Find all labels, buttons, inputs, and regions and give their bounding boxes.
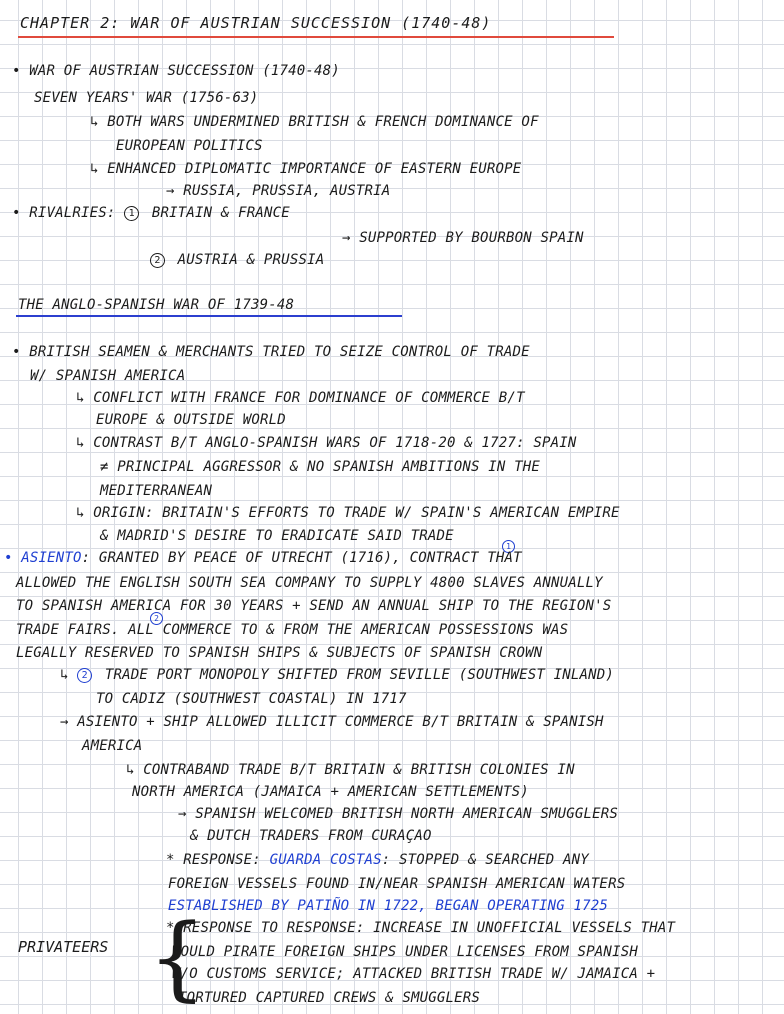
note-line: MEDITERRANEAN — [100, 483, 213, 499]
note-line: AMERICA — [82, 738, 143, 754]
superscript-number-icon: 1 — [502, 540, 515, 553]
note-line: FOREIGN VESSELS FOUND IN/NEAR SPANISH AMERICAN WATERS — [168, 876, 626, 892]
note-line: & DUTCH TRADERS FROM CURAÇAO — [190, 828, 432, 844]
note-line: ↳ CONTRAST B/T ANGLO-SPANISH WARS OF 1718-20 & 1727: SPAIN — [76, 435, 577, 451]
note-line: TORTURED CAPTURED CREWS & SMUGGLERS — [178, 990, 481, 1006]
note-line: TO CADIZ (SOUTHWEST COASTAL) IN 1717 — [96, 691, 407, 707]
note-line: TO SPANISH AMERICA FOR 30 YEARS + SEND AN ANNUAL SHIP TO THE REGION'S — [16, 598, 612, 614]
note-line: NORTH AMERICA (JAMAICA + AMERICAN SETTLEMENTS) — [132, 784, 529, 800]
superscript-number-icon: 2 — [150, 612, 163, 625]
note-line: EUROPEAN POLITICS — [116, 138, 263, 154]
note-line — [166, 852, 589, 868]
note-line: → RUSSIA, PRUSSIA, AUSTRIA — [166, 183, 391, 199]
bracket-brace: { — [148, 904, 207, 1011]
note-line: ↳ CONFLICT WITH FRANCE FOR DOMINANCE OF COMMERCE B/T — [76, 390, 525, 406]
trade-port-text: TRADE PORT MONOPOLY SHIFTED FROM SEVILLE (SOUTHWEST INLAND) — [104, 667, 615, 683]
note-line — [12, 205, 290, 221]
note-line: • WAR OF AUSTRIAN SUCCESSION (1740-48) — [12, 63, 340, 79]
guarda-costas-definition: : STOPPED & SEARCHED ANY — [381, 852, 589, 868]
note-line: * RESPONSE TO RESPONSE: INCREASE IN UNOFFICIAL VESSELS THAT — [166, 920, 676, 936]
circle-number-icon: 1 — [124, 206, 139, 221]
asiento-definition: : GRANTED BY PEACE OF UTRECHT (1716), CONTRACT THAT — [81, 550, 522, 566]
note-line: → SPANISH WELCOMED BRITISH NORTH AMERICAN SMUGGLERS — [178, 806, 619, 822]
note-line: → ASIENTO + SHIP ALLOWED ILLICIT COMMERCE B/T BRITAIN & SPANISH — [60, 714, 604, 730]
arrow-icon: ↳ — [60, 667, 69, 683]
title-underline — [18, 36, 614, 38]
note-line: ↳ ORIGIN: BRITAIN'S EFFORTS TO TRADE W/ SPAIN'S AMERICAN EMPIRE — [76, 505, 620, 521]
note-line: ↳ ENHANCED DIPLOMATIC IMPORTANCE OF EASTERN EUROPE — [90, 161, 522, 177]
note-line: • BRITISH SEAMEN & MERCHANTS TRIED TO SEIZE CONTROL OF TRADE — [12, 344, 530, 360]
note-line: & MADRID'S DESIRE TO ERADICATE SAID TRADE — [100, 528, 454, 544]
note-line: EUROPE & OUTSIDE WORLD — [96, 412, 286, 428]
circle-number-icon: 2 — [77, 668, 92, 683]
note-line: ALLOWED THE ENGLISH SOUTH SEA COMPANY TO SUPPLY 4800 SLAVES ANNUALLY — [16, 575, 603, 591]
note-line: ≠ PRINCIPAL AGGRESSOR & NO SPANISH AMBITIONS IN THE — [100, 459, 541, 475]
note-line: ↳ CONTRABAND TRADE B/T BRITAIN & BRITISH COLONIES IN — [126, 762, 575, 778]
note-line — [150, 252, 324, 268]
note-line: → SUPPORTED BY BOURBON SPAIN — [342, 230, 584, 246]
rivalry-1: BRITAIN & FRANCE — [151, 205, 290, 221]
note-line — [4, 550, 522, 566]
note-line — [60, 667, 614, 683]
note-line: ↳ BOTH WARS UNDERMINED BRITISH & FRENCH DOMINANCE OF — [90, 114, 539, 130]
note-line: WOULD PIRATE FOREIGN SHIPS UNDER LICENSES FROM SPANISH — [172, 944, 638, 960]
section-title: THE ANGLO-SPANISH WAR OF 1739-48 — [18, 297, 295, 313]
rivalries-label: • RIVALRIES: — [12, 205, 116, 221]
note-line: LEGALLY RESERVED TO SPANISH SHIPS & SUBJECTS OF SPANISH CROWN — [16, 645, 543, 661]
note-line: ESTABLISHED BY PATIÑO IN 1722, BEGAN OPERATING 1725 — [168, 898, 609, 914]
note-line: W/ SPANISH AMERICA — [30, 368, 186, 384]
response-label: * RESPONSE: — [166, 852, 261, 868]
note-line: SEVEN YEARS' WAR (1756-63) — [34, 90, 259, 106]
note-line: TRADE FAIRS. ALL COMMERCE TO & FROM THE AMERICAN POSSESSIONS WAS — [16, 622, 569, 638]
circle-number-icon: 2 — [150, 253, 165, 268]
asiento-term: • ASIENTO — [4, 550, 82, 566]
page-title: CHAPTER 2: WAR OF AUSTRIAN SUCCESSION (1740-48) — [20, 14, 492, 32]
note-line: W/O CUSTOMS SERVICE; ATTACKED BRITISH TRADE W/ JAMAICA + — [172, 966, 656, 982]
section-underline — [16, 315, 402, 317]
guarda-costas-term: GUARDA COSTAS — [269, 852, 382, 868]
side-label: PRIVATEERS — [18, 938, 109, 956]
rivalry-2: AUSTRIA & PRUSSIA — [177, 252, 325, 268]
